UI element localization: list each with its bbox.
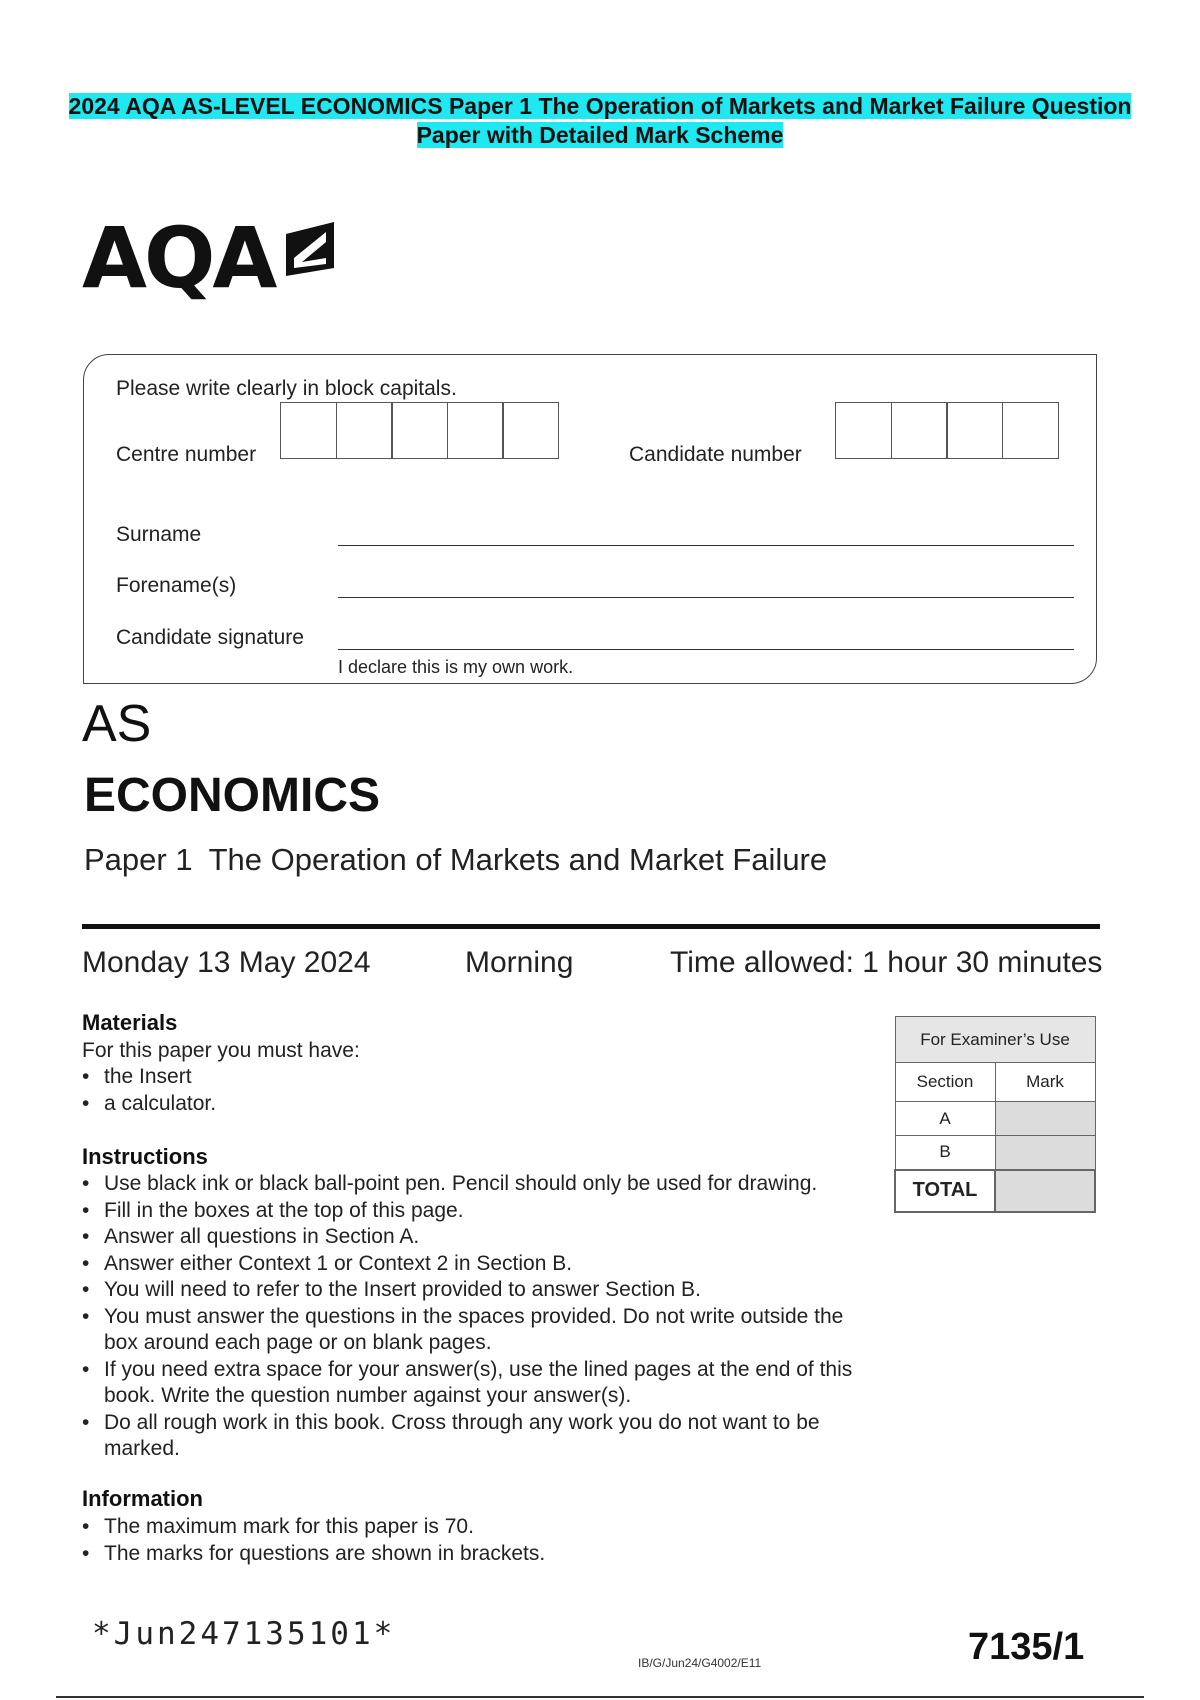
- block-capitals-instruction: Please write clearly in block capitals.: [116, 377, 457, 400]
- qualification-level: AS: [82, 695, 152, 753]
- mark-column-header: Mark: [995, 1063, 1095, 1102]
- aqa-logo-text: AQA: [82, 209, 275, 307]
- title-divider: [82, 924, 1100, 929]
- surname-field[interactable]: [338, 545, 1074, 546]
- barcode-text: *Jun247135101*: [92, 1616, 396, 1652]
- candidate-number-boxes[interactable]: [835, 402, 1057, 459]
- list-item: • If you need extra space for your answer(s), use the lined pages at the end of this book. Write the question number against your answer(s).: [82, 1357, 882, 1410]
- forenames-field[interactable]: [338, 597, 1074, 598]
- forenames-label: Forename(s): [116, 574, 237, 597]
- declaration-text: I declare this is my own work.: [338, 657, 574, 677]
- section-cell: A: [895, 1102, 995, 1136]
- centre-number-digit[interactable]: [447, 402, 504, 459]
- paper-title: [84, 842, 827, 878]
- document-reference: IB/G/Jun24/G4002/E11: [638, 1656, 762, 1670]
- section-column-header: Section: [895, 1063, 995, 1102]
- list-item: • Answer either Context 1 or Context 2 in Section B.: [82, 1251, 882, 1278]
- list-item: • a calculator.: [82, 1091, 882, 1118]
- list-item: • The maximum mark for this paper is 70.: [82, 1514, 882, 1541]
- centre-number-digit[interactable]: [502, 402, 559, 459]
- banner-line-1: 2024 AQA AS-LEVEL ECONOMICS Paper 1 The Operation of Markets and Market Failure Question: [68, 93, 1132, 119]
- centre-number-digit[interactable]: [336, 402, 393, 459]
- materials-heading: Materials: [82, 1010, 178, 1035]
- instructions-list: [82, 1171, 882, 1463]
- list-item: • You will need to refer to the Insert provided to answer Section B.: [82, 1277, 882, 1304]
- footer-divider: [56, 1696, 1144, 1698]
- centre-number-digit[interactable]: [280, 402, 337, 459]
- information-list: [82, 1514, 882, 1567]
- mark-cell: [995, 1102, 1095, 1136]
- examiner-use-table: [894, 1016, 1096, 1213]
- examiner-table-title: For Examiner’s Use: [895, 1017, 1095, 1063]
- candidate-number-digit[interactable]: [891, 402, 948, 459]
- total-mark-cell: [995, 1170, 1095, 1212]
- list-item: • You must answer the questions in the spaces provided. Do not write outside the box around each page or on blank pages.: [82, 1304, 882, 1357]
- paper-code: 7135/1: [968, 1626, 1085, 1668]
- surname-label: Surname: [116, 523, 202, 546]
- list-item: • the Insert: [82, 1064, 882, 1091]
- centre-number-label: Centre number: [116, 443, 257, 466]
- signature-label: Candidate signature: [116, 626, 304, 649]
- centre-number-boxes[interactable]: [280, 402, 558, 459]
- aqa-logo: [82, 209, 275, 307]
- aqa-mark-icon: [282, 220, 340, 282]
- information-heading: Information: [82, 1486, 203, 1511]
- materials-intro: For this paper you must have:: [82, 1039, 360, 1062]
- candidate-details-box: [83, 354, 1097, 684]
- paper-number: Paper 1: [84, 842, 193, 877]
- subject-title: ECONOMICS: [84, 769, 381, 822]
- candidate-number-digit[interactable]: [1002, 402, 1059, 459]
- time-allowed: Time allowed: 1 hour 30 minutes: [670, 946, 1103, 979]
- materials-list: [82, 1064, 882, 1117]
- list-item: • Do all rough work in this book. Cross through any work you do not want to be marked.: [82, 1410, 882, 1463]
- instructions-heading: Instructions: [82, 1144, 208, 1169]
- centre-number-digit[interactable]: [391, 402, 448, 459]
- document-banner: [0, 92, 1200, 150]
- mark-cell: [995, 1136, 1095, 1170]
- list-item: • The marks for questions are shown in brackets.: [82, 1541, 882, 1568]
- candidate-number-label: Candidate number: [629, 443, 802, 466]
- paper-name: The Operation of Markets and Market Failure: [208, 842, 828, 877]
- list-item: • Answer all questions in Section A.: [82, 1224, 882, 1251]
- exam-session: Morning: [465, 946, 574, 979]
- signature-field[interactable]: [338, 649, 1074, 650]
- banner-line-2: Paper with Detailed Mark Scheme: [416, 122, 784, 148]
- candidate-number-digit[interactable]: [946, 402, 1003, 459]
- exam-date: Monday 13 May 2024: [82, 946, 371, 979]
- total-label: TOTAL: [895, 1170, 995, 1212]
- list-item: • Use black ink or black ball-point pen. Pencil should only be used for drawing.: [82, 1171, 882, 1198]
- list-item: • Fill in the boxes at the top of this page.: [82, 1198, 882, 1225]
- section-cell: B: [895, 1136, 995, 1170]
- candidate-number-digit[interactable]: [835, 402, 892, 459]
